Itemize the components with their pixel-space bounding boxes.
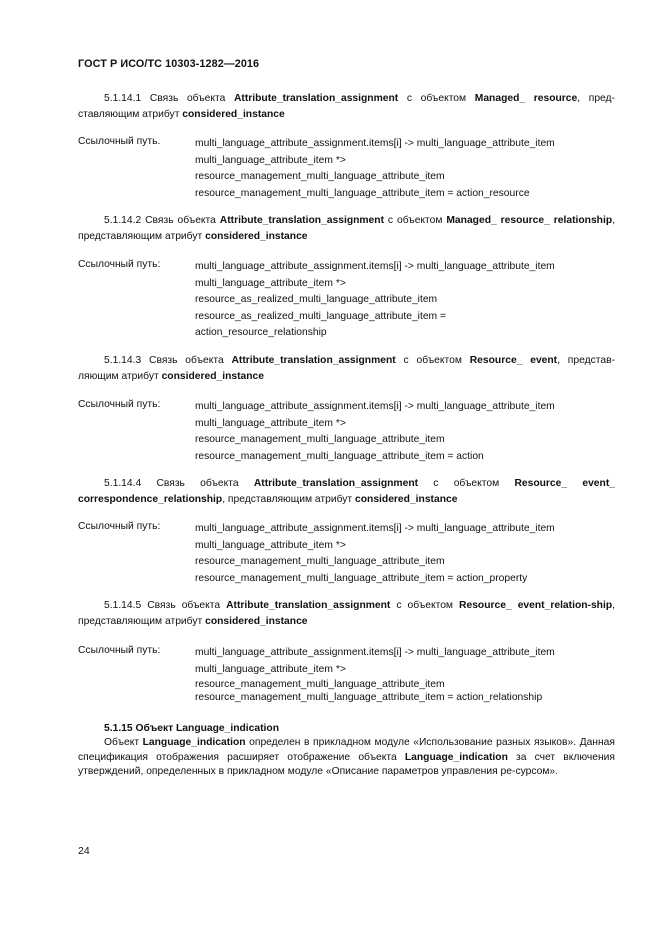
section-5-1-14-3 xyxy=(78,353,615,385)
section-5-1-14-5 xyxy=(78,598,615,630)
paragraph: 5.1.14.1 Связь объекта Attribute_translation_assignment с объектом Managed_ resource, пред-ставляющим атрибут considered_instance xyxy=(78,93,615,120)
reference-path-label: Ссылочный путь: xyxy=(78,259,161,270)
reference-path-label: Ссылочный путь: xyxy=(78,645,161,656)
section-5-1-15 xyxy=(78,722,615,780)
reference-path-lines: multi_language_attribute_assignment.items[i] -> multi_language_attribute_item multi_language_attribute_item *> resource_management_multi_language_attribute_item resource_management_multi_language_attribute_item = action_property xyxy=(195,523,555,584)
paragraph: 5.1.14.5 Связь объекта Attribute_translation_assignment с объектом Resource_ event_relation-ship, представляющим атрибут considered_instance xyxy=(78,600,615,627)
paragraph: 5.1.14.2 Связь объекта Attribute_translation_assignment с объектом Managed_ resource_ relationship, представляющим атрибут considered_instance xyxy=(78,215,615,242)
paragraph: 5.1.14.3 Связь объекта Attribute_translation_assignment с объектом Resource_ event, представ-ляющим атрибут considered_instance xyxy=(78,355,615,382)
page-number: 24 xyxy=(78,845,90,857)
section-5-1-14-2 xyxy=(78,213,615,245)
reference-path-lines: multi_language_attribute_assignment.items[i] -> multi_language_attribute_item multi_language_attribute_item *> resource_management_multi_language_attribute_item resource_management_multi_language_attribute_item = action xyxy=(195,401,555,462)
reference-path-lines: multi_language_attribute_assignment.items[i] -> multi_language_attribute_item multi_language_attribute_item *> resource_as_realized_multi_language_attribute_item resource_as_realized_multi_language_attribute_item = action_resource_relationship xyxy=(195,261,555,338)
page-header: ГОСТ Р ИСО/ТС 10303-1282—2016 xyxy=(78,58,260,70)
paragraph: 5.1.14.4 Связь объекта Attribute_translation_assignment с объектом Resource_ event_ correspondence_relationship, представляющим атрибут considered_instance xyxy=(78,478,615,505)
reference-path-label: Ссылочный путь: xyxy=(78,399,161,410)
section-5-1-14-4 xyxy=(78,476,615,508)
reference-path-lines: multi_language_attribute_assignment.items[i] -> multi_language_attribute_item multi_language_attribute_item *> resource_management_multi_language_attribute_item resource_management_multi_language_attribute_item = action_resource xyxy=(195,138,555,199)
reference-path-label: Ссылочный путь: xyxy=(78,521,161,532)
reference-path-lines: multi_language_attribute_assignment.items[i] -> multi_language_attribute_item multi_language_attribute_item *> resource_management_multi_language_attribute_item resource_management_multi_language_attribute_item = action_relationship xyxy=(195,647,555,703)
reference-path-label: Ссылочный путь. xyxy=(78,136,161,147)
section-5-1-14-1 xyxy=(78,91,615,123)
section-heading: 5.1.15 Объект Language_indication xyxy=(104,723,279,734)
paragraph: Объект Language_indication определен в прикладном модуле «Использование разных языков». Данная спецификация отображения расширяет отображение объекта Language_indication за счет включения утверждений, определенных в прикладном модуле «Описание параметров управления ре-сурсом». xyxy=(78,737,615,777)
